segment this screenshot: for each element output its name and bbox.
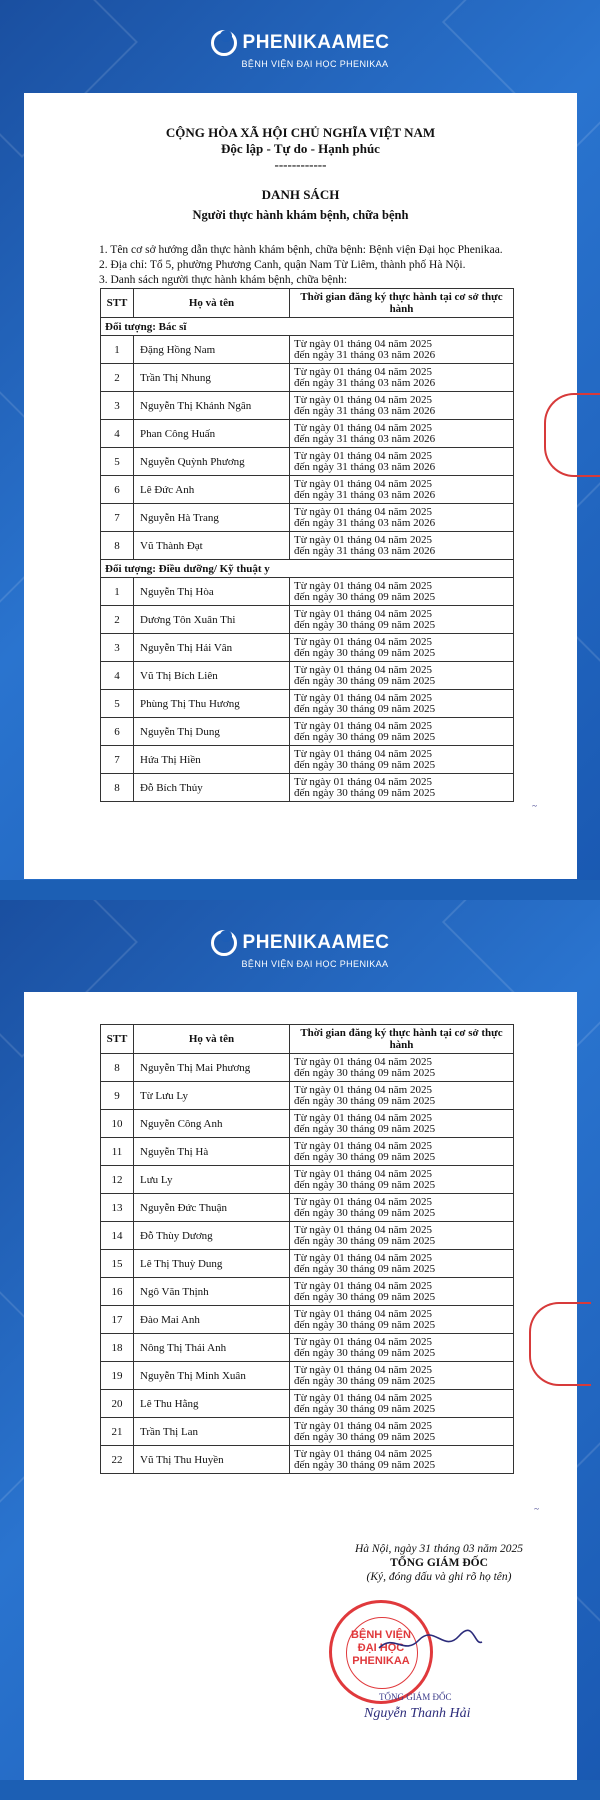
row-stt: 15	[101, 1250, 134, 1278]
row-time	[290, 448, 514, 476]
row-stt: 5	[101, 690, 134, 718]
motto: Độc lập - Tự do - Hạnh phúc	[221, 141, 380, 156]
row-time-to: đến ngày 30 tháng 09 năm 2025	[294, 1290, 436, 1303]
row-time	[290, 1082, 514, 1110]
signer-name: Nguyễn Thanh Hải	[364, 1706, 471, 1721]
table-row	[101, 1194, 514, 1222]
row-name: Trần Thị Nhung	[134, 364, 290, 392]
row-stt: 11	[101, 1138, 134, 1166]
row-name: Đỗ Bích Thủy	[134, 774, 290, 802]
brand-subtitle: BỆNH VIỆN ĐẠI HỌC PHENIKAA	[241, 959, 389, 969]
trainee-table-page-2	[100, 1024, 514, 1474]
table-row	[101, 1278, 514, 1306]
group-row	[101, 560, 514, 578]
group-label: Đối tượng: Bác sĩ	[101, 318, 514, 336]
brand-name: PHENIKAAMEC	[242, 932, 390, 953]
table-row	[101, 448, 514, 476]
row-stt: 3	[101, 634, 134, 662]
column-header-name: Họ và tên	[134, 1025, 290, 1054]
row-stt: 1	[101, 578, 134, 606]
group-row	[101, 318, 514, 336]
row-name: Nguyễn Thị Minh Xuân	[134, 1362, 290, 1390]
row-time-from: Từ ngày 01 tháng 04 năm 2025	[294, 337, 432, 350]
row-name: Đặng Hồng Nam	[134, 336, 290, 364]
row-time-from: Từ ngày 01 tháng 04 năm 2025	[294, 607, 432, 620]
group-label: Đối tượng: Điều dưỡng/ Kỹ thuật y	[101, 560, 514, 578]
table-row	[101, 1334, 514, 1362]
row-name: Nguyễn Thị Mai Phương	[134, 1054, 290, 1082]
partial-seal-stamp	[529, 1302, 591, 1386]
intro-line: 3. Danh sách người thực hành khám bệnh, chữa bệnh:	[99, 274, 348, 286]
row-stt: 8	[101, 532, 134, 560]
signature-title: TỔNG GIÁM ĐỐC	[390, 1557, 488, 1569]
row-time-to: đến ngày 30 tháng 09 năm 2025	[294, 758, 436, 771]
row-time-to: đến ngày 30 tháng 09 năm 2025	[294, 1150, 436, 1163]
document-subtitle: Người thực hành khám bệnh, chữa bệnh	[192, 208, 409, 222]
row-time	[290, 662, 514, 690]
row-time-from: Từ ngày 01 tháng 04 năm 2025	[294, 1167, 432, 1180]
row-name: Nguyễn Hà Trang	[134, 504, 290, 532]
row-time-from: Từ ngày 01 tháng 04 năm 2025	[294, 719, 432, 732]
table-row	[101, 1446, 514, 1474]
table-row	[101, 634, 514, 662]
row-stt: 12	[101, 1166, 134, 1194]
row-time-from: Từ ngày 01 tháng 04 năm 2025	[294, 747, 432, 760]
row-name: Dương Tôn Xuân Thi	[134, 606, 290, 634]
column-header-stt: STT	[101, 1025, 134, 1054]
header-separator: ------------	[274, 157, 327, 172]
row-name: Lê Đức Anh	[134, 476, 290, 504]
row-time-from: Từ ngày 01 tháng 04 năm 2025	[294, 1419, 432, 1432]
row-time	[290, 774, 514, 802]
row-time-from: Từ ngày 01 tháng 04 năm 2025	[294, 775, 432, 788]
table-row	[101, 504, 514, 532]
row-stt: 8	[101, 1054, 134, 1082]
row-stt: 14	[101, 1222, 134, 1250]
table-row	[101, 1362, 514, 1390]
phenikaa-logo-icon	[211, 30, 237, 56]
table-body	[101, 318, 514, 802]
row-time-to: đến ngày 31 tháng 03 năm 2026	[294, 544, 436, 557]
table-row	[101, 476, 514, 504]
row-time-from: Từ ngày 01 tháng 04 năm 2025	[294, 1447, 432, 1460]
row-name: Nông Thị Thái Anh	[134, 1334, 290, 1362]
row-time-to: đến ngày 30 tháng 09 năm 2025	[294, 1066, 436, 1079]
row-stt: 2	[101, 606, 134, 634]
row-time	[290, 1194, 514, 1222]
row-name: Ngô Văn Thịnh	[134, 1278, 290, 1306]
row-time-from: Từ ngày 01 tháng 04 năm 2025	[294, 365, 432, 378]
row-time-to: đến ngày 30 tháng 09 năm 2025	[294, 1458, 436, 1471]
row-time-to: đến ngày 30 tháng 09 năm 2025	[294, 1318, 436, 1331]
row-time-to: đến ngày 30 tháng 09 năm 2025	[294, 786, 436, 799]
row-stt: 13	[101, 1194, 134, 1222]
table-row	[101, 392, 514, 420]
row-time-from: Từ ngày 01 tháng 04 năm 2025	[294, 421, 432, 434]
brand-subtitle: BỆNH VIỆN ĐẠI HỌC PHENIKAA	[241, 59, 389, 69]
row-time	[290, 532, 514, 560]
intro-list	[99, 243, 577, 288]
row-stt: 2	[101, 364, 134, 392]
stamp-text: BỆNH VIỆN ĐẠI HỌC PHENIKAA	[351, 1629, 411, 1667]
table-row	[101, 1306, 514, 1334]
row-name: Từ Lưu Ly	[134, 1082, 290, 1110]
row-time-to: đến ngày 30 tháng 09 năm 2025	[294, 702, 436, 715]
row-time	[290, 1110, 514, 1138]
row-stt: 7	[101, 504, 134, 532]
row-time-to: đến ngày 31 tháng 03 năm 2026	[294, 348, 436, 361]
row-time-from: Từ ngày 01 tháng 04 năm 2025	[294, 1251, 432, 1264]
page-initials: ~	[532, 801, 537, 811]
row-stt: 10	[101, 1110, 134, 1138]
row-stt: 8	[101, 774, 134, 802]
row-time	[290, 1306, 514, 1334]
row-time-to: đến ngày 30 tháng 09 năm 2025	[294, 674, 436, 687]
row-name: Nguyễn Thị Khánh Ngân	[134, 392, 290, 420]
row-time	[290, 1054, 514, 1082]
row-name: Nguyễn Thị Dung	[134, 718, 290, 746]
row-time	[290, 1222, 514, 1250]
table-row	[101, 746, 514, 774]
row-time-to: đến ngày 30 tháng 09 năm 2025	[294, 730, 436, 743]
row-stt: 6	[101, 718, 134, 746]
table-body	[101, 1054, 514, 1474]
country-name: CỘNG HÒA XÃ HỘI CHỦ NGHĨA VIỆT NAM	[165, 125, 436, 140]
signer-role: TỔNG GIÁM ĐỐC	[379, 1692, 452, 1702]
row-time	[290, 1166, 514, 1194]
row-stt: 4	[101, 420, 134, 448]
table-row	[101, 774, 514, 802]
row-name: Lê Thị Thuỳ Dung	[134, 1250, 290, 1278]
row-name: Phan Công Huấn	[134, 420, 290, 448]
document-page-2	[24, 992, 577, 1780]
row-name: Hứa Thị Hiền	[134, 746, 290, 774]
row-stt: 4	[101, 662, 134, 690]
row-time	[290, 392, 514, 420]
table-row	[101, 1390, 514, 1418]
table-row	[101, 532, 514, 560]
row-name: Vũ Thị Bích Liên	[134, 662, 290, 690]
table-row	[101, 1418, 514, 1446]
row-time-from: Từ ngày 01 tháng 04 năm 2025	[294, 1279, 432, 1292]
table-row	[101, 1222, 514, 1250]
row-time	[290, 718, 514, 746]
brand-header	[0, 30, 600, 69]
row-time-from: Từ ngày 01 tháng 04 năm 2025	[294, 1391, 432, 1404]
row-time	[290, 606, 514, 634]
table-row	[101, 420, 514, 448]
row-stt: 21	[101, 1418, 134, 1446]
row-stt: 20	[101, 1390, 134, 1418]
row-time-to: đến ngày 30 tháng 09 năm 2025	[294, 1374, 436, 1387]
row-name: Lưu Ly	[134, 1166, 290, 1194]
column-header-stt: STT	[101, 289, 134, 318]
document-title: DANH SÁCH	[261, 187, 340, 202]
row-time	[290, 1446, 514, 1474]
row-time-to: đến ngày 31 tháng 03 năm 2026	[294, 376, 436, 389]
row-time-to: đến ngày 30 tháng 09 năm 2025	[294, 1262, 436, 1275]
table-row	[101, 718, 514, 746]
row-time-from: Từ ngày 01 tháng 04 năm 2025	[294, 1363, 432, 1376]
row-stt: 1	[101, 336, 134, 364]
row-time-from: Từ ngày 01 tháng 04 năm 2025	[294, 663, 432, 676]
row-name: Vũ Thành Đạt	[134, 532, 290, 560]
row-stt: 9	[101, 1082, 134, 1110]
row-stt: 3	[101, 392, 134, 420]
row-time	[290, 1250, 514, 1278]
row-time-from: Từ ngày 01 tháng 04 năm 2025	[294, 1083, 432, 1096]
row-time-from: Từ ngày 01 tháng 04 năm 2025	[294, 393, 432, 406]
table-row	[101, 1166, 514, 1194]
row-name: Lê Thu Hằng	[134, 1390, 290, 1418]
table-row	[101, 364, 514, 392]
row-stt: 17	[101, 1306, 134, 1334]
row-time-to: đến ngày 31 tháng 03 năm 2026	[294, 404, 436, 417]
page-1-panel	[0, 0, 600, 880]
row-time-to: đến ngày 30 tháng 09 năm 2025	[294, 590, 436, 603]
row-time-from: Từ ngày 01 tháng 04 năm 2025	[294, 1307, 432, 1320]
table-row	[101, 690, 514, 718]
column-header-time: Thời gian đăng ký thực hành tại cơ sở thực hành	[290, 1025, 514, 1054]
row-time	[290, 1334, 514, 1362]
row-time-to: đến ngày 31 tháng 03 năm 2026	[294, 516, 436, 529]
row-time-to: đến ngày 30 tháng 09 năm 2025	[294, 1430, 436, 1443]
table-row	[101, 1082, 514, 1110]
table-row	[101, 1110, 514, 1138]
signature-block	[324, 1542, 554, 1721]
partial-seal-stamp	[544, 393, 600, 477]
row-time-from: Từ ngày 01 tháng 04 năm 2025	[294, 579, 432, 592]
table-row	[101, 662, 514, 690]
row-time	[290, 1138, 514, 1166]
row-time-to: đến ngày 30 tháng 09 năm 2025	[294, 1206, 436, 1219]
table-row	[101, 578, 514, 606]
intro-line: 1. Tên cơ sở hướng dẫn thực hành khám bệnh, chữa bệnh: Bệnh viện Đại học Phenikaa.	[99, 244, 503, 256]
row-time-from: Từ ngày 01 tháng 04 năm 2025	[294, 505, 432, 518]
row-stt: 16	[101, 1278, 134, 1306]
row-time	[290, 336, 514, 364]
row-name: Nguyễn Thị Hà	[134, 1138, 290, 1166]
row-time-from: Từ ngày 01 tháng 04 năm 2025	[294, 691, 432, 704]
signature-note: (Ký, đóng dấu và ghi rõ họ tên)	[366, 1571, 512, 1583]
row-time-to: đến ngày 30 tháng 09 năm 2025	[294, 618, 436, 631]
row-time-from: Từ ngày 01 tháng 04 năm 2025	[294, 533, 432, 546]
row-name: Nguyễn Thị Hòa	[134, 578, 290, 606]
table-row	[101, 1250, 514, 1278]
handwritten-signature	[374, 1628, 484, 1658]
table-row	[101, 336, 514, 364]
row-stt: 6	[101, 476, 134, 504]
row-stt: 18	[101, 1334, 134, 1362]
row-time-from: Từ ngày 01 tháng 04 năm 2025	[294, 1335, 432, 1348]
row-stt: 7	[101, 746, 134, 774]
column-header-name: Họ và tên	[134, 289, 290, 318]
row-time-from: Từ ngày 01 tháng 04 năm 2025	[294, 1055, 432, 1068]
row-time-from: Từ ngày 01 tháng 04 năm 2025	[294, 1139, 432, 1152]
brand-header	[0, 930, 600, 969]
row-name: Đào Mai Anh	[134, 1306, 290, 1334]
row-time-from: Từ ngày 01 tháng 04 năm 2025	[294, 1223, 432, 1236]
row-time	[290, 1418, 514, 1446]
row-time	[290, 476, 514, 504]
row-name: Phùng Thị Thu Hương	[134, 690, 290, 718]
trainee-table-page-1	[100, 288, 514, 802]
row-time	[290, 1278, 514, 1306]
row-time	[290, 504, 514, 532]
row-name: Nguyễn Công Anh	[134, 1110, 290, 1138]
row-stt: 19	[101, 1362, 134, 1390]
row-time	[290, 746, 514, 774]
row-stt: 22	[101, 1446, 134, 1474]
row-time-from: Từ ngày 01 tháng 04 năm 2025	[294, 477, 432, 490]
row-time	[290, 1362, 514, 1390]
row-time-to: đến ngày 30 tháng 09 năm 2025	[294, 1122, 436, 1135]
row-time-from: Từ ngày 01 tháng 04 năm 2025	[294, 1111, 432, 1124]
row-name: Trần Thị Lan	[134, 1418, 290, 1446]
row-time-from: Từ ngày 01 tháng 04 năm 2025	[294, 635, 432, 648]
phenikaa-logo-icon	[211, 930, 237, 956]
signature-date: Hà Nội, ngày 31 tháng 03 năm 2025	[354, 1543, 524, 1555]
page-2-panel	[0, 900, 600, 1780]
column-header-time: Thời gian đăng ký thực hành tại cơ sở thực hành	[290, 289, 514, 318]
table-row	[101, 1054, 514, 1082]
row-name: Nguyễn Quỳnh Phương	[134, 448, 290, 476]
row-time-to: đến ngày 30 tháng 09 năm 2025	[294, 1178, 436, 1191]
row-time	[290, 634, 514, 662]
row-time-to: đến ngày 31 tháng 03 năm 2026	[294, 460, 436, 473]
row-stt: 5	[101, 448, 134, 476]
row-time-from: Từ ngày 01 tháng 04 năm 2025	[294, 449, 432, 462]
page-initials: ~	[534, 1504, 539, 1514]
row-time-to: đến ngày 30 tháng 09 năm 2025	[294, 1402, 436, 1415]
row-name: Nguyễn Thị Hải Vân	[134, 634, 290, 662]
row-time	[290, 690, 514, 718]
row-time	[290, 420, 514, 448]
row-time-to: đến ngày 30 tháng 09 năm 2025	[294, 1234, 436, 1247]
row-name: Vũ Thị Thu Huyền	[134, 1446, 290, 1474]
row-time-to: đến ngày 31 tháng 03 năm 2026	[294, 432, 436, 445]
intro-line: 2. Địa chỉ: Tổ 5, phường Phương Canh, quận Nam Từ Liêm, thành phố Hà Nội.	[99, 259, 466, 271]
row-time	[290, 364, 514, 392]
brand-name: PHENIKAAMEC	[242, 32, 390, 53]
row-name: Đỗ Thùy Dương	[134, 1222, 290, 1250]
row-time-to: đến ngày 30 tháng 09 năm 2025	[294, 646, 436, 659]
row-time-from: Từ ngày 01 tháng 04 năm 2025	[294, 1195, 432, 1208]
row-time-to: đến ngày 31 tháng 03 năm 2026	[294, 488, 436, 501]
row-time-to: đến ngày 30 tháng 09 năm 2025	[294, 1094, 436, 1107]
document-page-1	[24, 93, 577, 879]
row-name: Nguyễn Đức Thuận	[134, 1194, 290, 1222]
table-row	[101, 1138, 514, 1166]
row-time	[290, 578, 514, 606]
row-time-to: đến ngày 30 tháng 09 năm 2025	[294, 1346, 436, 1359]
table-row	[101, 606, 514, 634]
row-time	[290, 1390, 514, 1418]
